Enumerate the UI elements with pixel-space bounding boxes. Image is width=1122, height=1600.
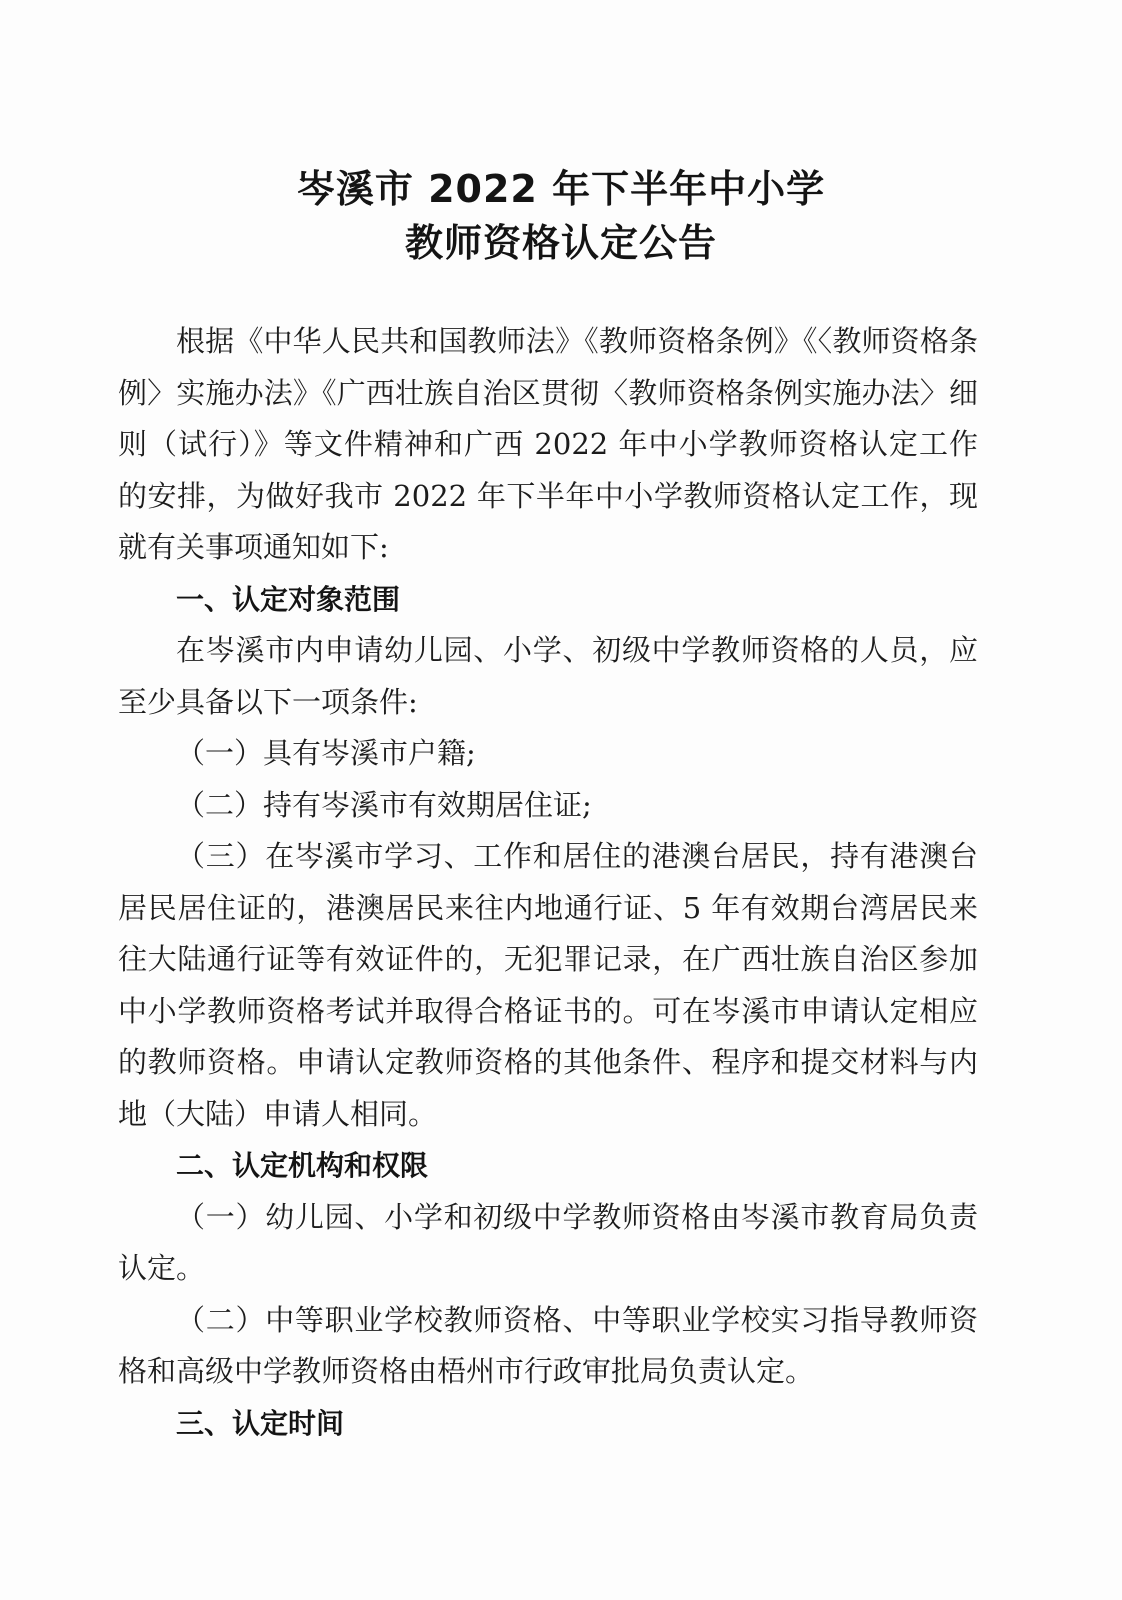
document-body (118, 316, 978, 1449)
document-title-line-2: 教师资格认定公告 (404, 221, 717, 265)
document-title-line-1: 岑溪市 2022 年下半年中小学 (296, 167, 826, 211)
section-1-lead: 在岑溪市内申请幼儿园、小学、初级中学教师资格的人员，应至少具备以下一项条件: (118, 633, 978, 719)
intro-paragraph: 根据《中华人民共和国教师法》《教师资格条例》《〈教师资格条例〉实施办法》《广西壮族自治区贯彻〈教师资格条例实施办法〉细则（试行）》等文件精神和广西 2022 年中小学教师资格认定工作的安排，为做好我市 2022 年下半年中小学教师资格认定工作，现就有关事项通知如下: (118, 324, 978, 564)
section-3-heading: 三、认定时间 (176, 1406, 345, 1440)
section-1-item-3: （三）在岑溪市学习、工作和居住的港澳台居民，持有港澳台居民居住证的，港澳居民来往内地通行证、5 年有效期台湾居民来往大陆通行证等有效证件的，无犯罪记录，在广西壮族自治区参加中小学教师资格考试并取得合格证书的。可在岑溪市申请认定相应的教师资格。申请认定教师资格的其他条件、程序和提交材料与内地（大陆）申请人相同。 (118, 839, 978, 1131)
section-2-item-1: （一）幼儿园、小学和初级中学教师资格由岑溪市教育局负责认定。 (118, 1199, 978, 1285)
section-1-heading: 一、认定对象范围 (176, 582, 401, 616)
section-1-item-1: （一）具有岑溪市户籍; (176, 736, 476, 770)
section-1-item-2: （二）持有岑溪市有效期居住证; (176, 787, 592, 822)
section-2-item-2: （二）中等职业学校教师资格、中等职业学校实习指导教师资格和高级中学教师资格由梧州市行政审批局负责认定。 (118, 1302, 978, 1388)
section-2-heading: 二、认定机构和权限 (176, 1149, 429, 1182)
